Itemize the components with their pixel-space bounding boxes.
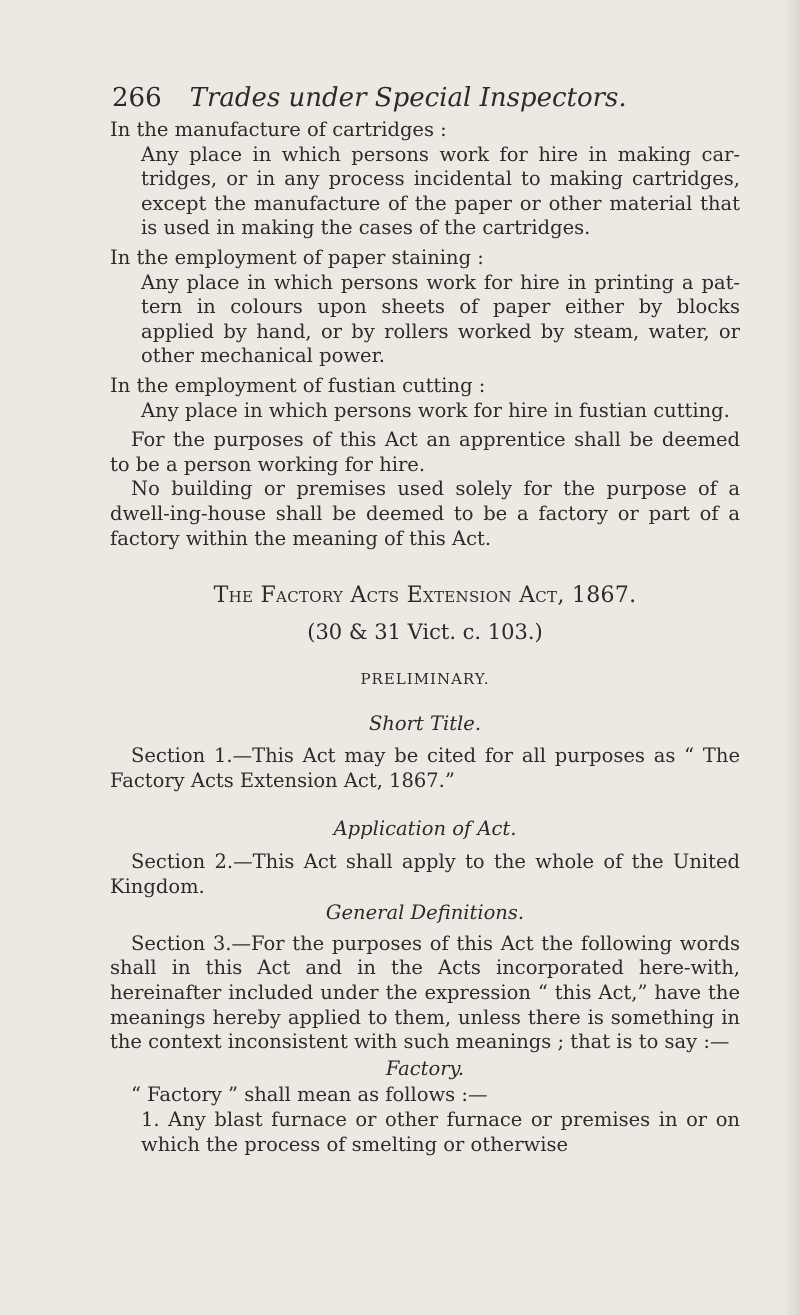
section-3-text: Section 3.—For the purposes of this Act the following words shall in this Act and in the Acts incorporated here-with, hereinafter included under the expression “ this Act,” have the meanings hereby applied to them, unless there is something in the context inconsistent with such meanings ; that is to say :— [110, 931, 740, 1054]
cartridges-heading: In the manufacture of cartridges : [110, 118, 447, 141]
short-title-heading: Short Title. [368, 711, 482, 735]
factory-heading: Factory. [385, 1056, 465, 1080]
section-2-text: Section 2.—This Act shall apply to the whole of the United Kingdom. [110, 850, 740, 898]
paper-staining-heading: In the employment of paper staining : [110, 245, 484, 269]
act-title: The Factory Acts Extension Act, 1867. [213, 583, 637, 609]
page-body [110, 118, 740, 1157]
fustian-heading: In the employment of fustian cutting : [110, 373, 486, 397]
page-edge [784, 0, 800, 1315]
act-reference: (30 & 31 Vict. c. 103.) [307, 620, 543, 645]
paper-staining-body: Any place in which persons work for hire in printing a pat-tern in colours upon sheets of paper either by blocks applied by hand, or by rollers worked by steam, water, or other mechanical power. [141, 270, 740, 368]
factory-definition-lead: “ Factory ” shall mean as follows :— [131, 1083, 488, 1107]
page-number: 266 [112, 83, 162, 113]
factory-item-1: 1. Any blast furnace or other furnace or premises in or on which the process of smelting or otherwise [141, 1108, 740, 1156]
apprentice-paragraph: For the purposes of this Act an apprentice shall be deemed to be a person working for hire. [110, 428, 740, 476]
running-title: Trades under Special Inspectors. [189, 83, 627, 113]
application-heading: Application of Act. [333, 817, 517, 841]
preliminary-heading: PRELIMINARY. [360, 670, 490, 689]
fustian-body: Any place in which persons work for hire in fustian cutting. [141, 398, 730, 422]
section-1-text: Section 1.—This Act may be cited for all purposes as “ The Factory Acts Extension Act, 1867.” [110, 744, 740, 792]
cartridges-body: Any place in which persons work for hire in making car-tridges, or in any process incidental to making cartridges, except the manufacture of the paper or other material that is used in making the cases of the cartridges. [141, 142, 740, 240]
page-header [112, 82, 732, 114]
dwelling-paragraph: No building or premises used solely for the purpose of a dwell-ing-house shall be deemed to be a factory or part of a factory within the meaning of this Act. [110, 477, 740, 550]
general-definitions-heading: General Definitions. [325, 901, 525, 925]
